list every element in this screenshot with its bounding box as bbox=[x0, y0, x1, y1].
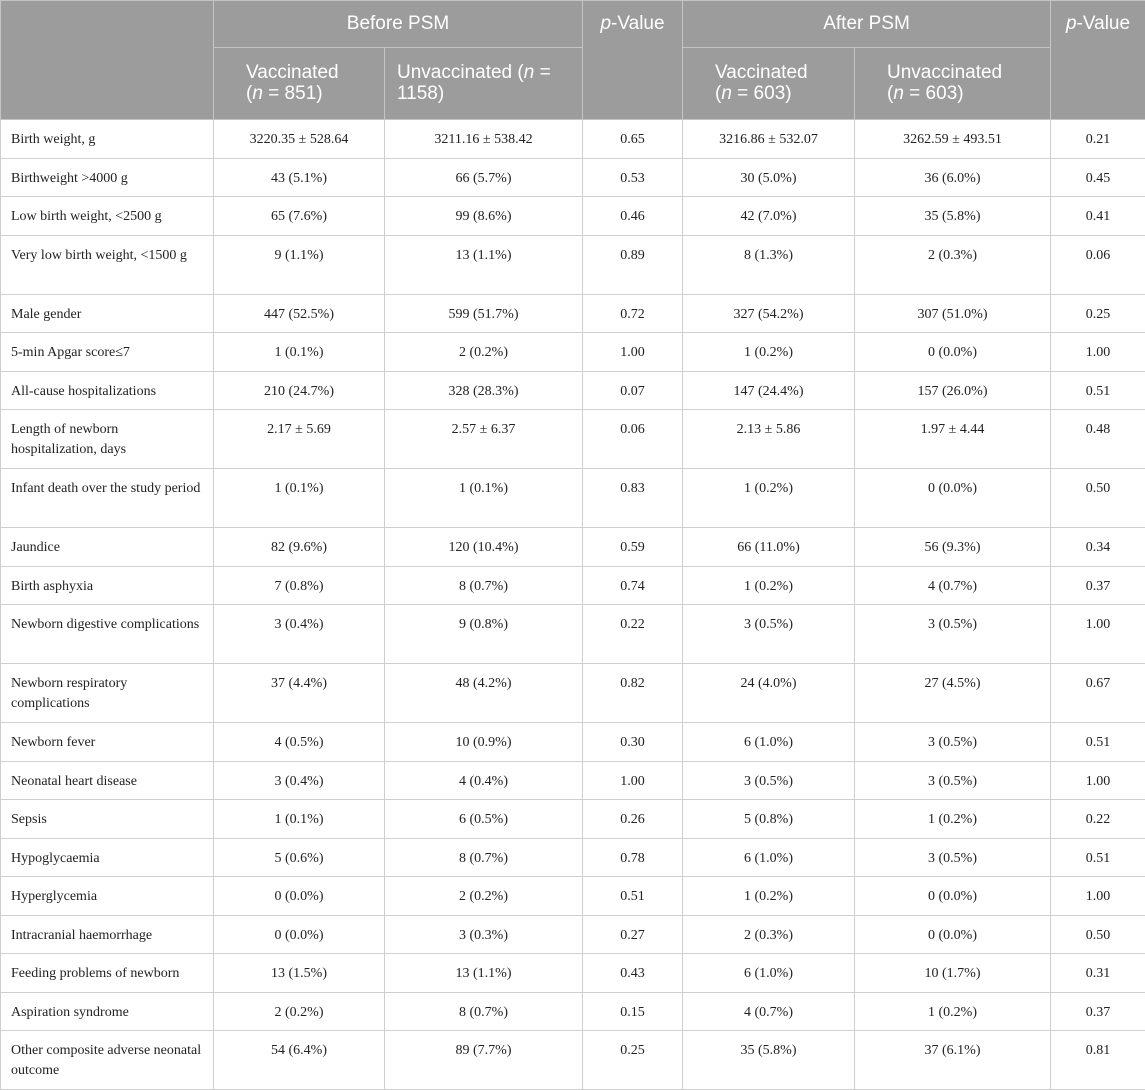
row-label: Aspiration syndrome bbox=[1, 992, 214, 1031]
header-p-value-after bbox=[1051, 1, 1145, 120]
p-value-after-cell: 0.51 bbox=[1051, 723, 1145, 762]
after-unvaccinated-cell: 4 (0.7%) bbox=[855, 566, 1051, 605]
header-label: Vaccinated bbox=[246, 62, 339, 83]
before-vaccinated-cell: 2 (0.2%) bbox=[214, 992, 385, 1031]
before-unvaccinated-cell: 89 (7.7%) bbox=[385, 1031, 583, 1090]
after-unvaccinated-cell: 157 (26.0%) bbox=[855, 371, 1051, 410]
p-value-after-cell: 0.37 bbox=[1051, 566, 1145, 605]
after-vaccinated-cell: 1 (0.2%) bbox=[683, 333, 855, 372]
p-value-before-cell: 0.15 bbox=[583, 992, 683, 1031]
row-label: Hyperglycemia bbox=[1, 877, 214, 916]
row-label: 5-min Apgar score≤7 bbox=[1, 333, 214, 372]
after-vaccinated-cell: 8 (1.3%) bbox=[683, 235, 855, 294]
after-unvaccinated-cell: 307 (51.0%) bbox=[855, 294, 1051, 333]
after-unvaccinated-cell: 56 (9.3%) bbox=[855, 528, 1051, 567]
header-blank-cell bbox=[1, 1, 214, 120]
before-vaccinated-cell: 0 (0.0%) bbox=[214, 915, 385, 954]
header-p-value-before bbox=[583, 1, 683, 120]
p-value-before-cell: 0.30 bbox=[583, 723, 683, 762]
table-row bbox=[1, 761, 1145, 800]
after-vaccinated-cell: 30 (5.0%) bbox=[683, 158, 855, 197]
n-italic: n bbox=[721, 83, 732, 104]
n-italic: n bbox=[893, 83, 904, 104]
header-after-psm: After PSM bbox=[683, 1, 1051, 48]
after-unvaccinated-cell: 3 (0.5%) bbox=[855, 605, 1051, 664]
p-value-after-cell: 0.31 bbox=[1051, 954, 1145, 993]
after-vaccinated-cell: 42 (7.0%) bbox=[683, 197, 855, 236]
before-vaccinated-cell: 5 (0.6%) bbox=[214, 838, 385, 877]
before-vaccinated-cell: 210 (24.7%) bbox=[214, 371, 385, 410]
before-vaccinated-cell: 2.17 ± 5.69 bbox=[214, 410, 385, 469]
p-value-before-cell: 1.00 bbox=[583, 333, 683, 372]
after-unvaccinated-cell: 1.97 ± 4.44 bbox=[855, 410, 1051, 469]
table-row bbox=[1, 605, 1145, 664]
row-label: Birth weight, g bbox=[1, 120, 214, 159]
table-row bbox=[1, 294, 1145, 333]
header-after-vaccinated bbox=[683, 48, 855, 120]
after-vaccinated-cell: 2.13 ± 5.86 bbox=[683, 410, 855, 469]
after-unvaccinated-cell: 35 (5.8%) bbox=[855, 197, 1051, 236]
header-paren: ( bbox=[887, 83, 894, 104]
after-unvaccinated-cell: 0 (0.0%) bbox=[855, 469, 1051, 528]
p-value-before-cell: 0.27 bbox=[583, 915, 683, 954]
n-italic: n bbox=[523, 62, 535, 83]
p-value-before-cell: 0.65 bbox=[583, 120, 683, 159]
p-value-after-cell: 0.21 bbox=[1051, 120, 1145, 159]
row-label: Birthweight >4000 g bbox=[1, 158, 214, 197]
row-label: Birth asphyxia bbox=[1, 566, 214, 605]
after-unvaccinated-cell: 0 (0.0%) bbox=[855, 877, 1051, 916]
p-value-after-cell: 0.45 bbox=[1051, 158, 1145, 197]
before-vaccinated-cell: 4 (0.5%) bbox=[214, 723, 385, 762]
before-unvaccinated-cell: 599 (51.7%) bbox=[385, 294, 583, 333]
row-label: Newborn digestive complications bbox=[1, 605, 214, 664]
row-label: Feeding problems of newborn bbox=[1, 954, 214, 993]
table-row bbox=[1, 158, 1145, 197]
before-unvaccinated-cell: 6 (0.5%) bbox=[385, 800, 583, 839]
after-vaccinated-cell: 4 (0.7%) bbox=[683, 992, 855, 1031]
p-value-before-cell: 0.78 bbox=[583, 838, 683, 877]
p-value-suffix: -Value bbox=[1076, 13, 1131, 34]
before-unvaccinated-cell: 13 (1.1%) bbox=[385, 954, 583, 993]
after-vaccinated-cell: 2 (0.3%) bbox=[683, 915, 855, 954]
table-row bbox=[1, 410, 1145, 469]
p-value-after-cell: 0.22 bbox=[1051, 800, 1145, 839]
before-unvaccinated-cell: 3211.16 ± 538.42 bbox=[385, 120, 583, 159]
p-value-before-cell: 0.07 bbox=[583, 371, 683, 410]
row-label: Other composite adverse neonatal outcome bbox=[1, 1031, 214, 1090]
after-vaccinated-cell: 5 (0.8%) bbox=[683, 800, 855, 839]
header-label: Unvaccinated bbox=[887, 62, 1003, 83]
after-vaccinated-cell: 327 (54.2%) bbox=[683, 294, 855, 333]
before-vaccinated-cell: 37 (4.4%) bbox=[214, 664, 385, 723]
after-vaccinated-cell: 1 (0.2%) bbox=[683, 469, 855, 528]
after-unvaccinated-cell: 0 (0.0%) bbox=[855, 915, 1051, 954]
before-unvaccinated-cell: 8 (0.7%) bbox=[385, 992, 583, 1031]
after-unvaccinated-cell: 27 (4.5%) bbox=[855, 664, 1051, 723]
row-label: Jaundice bbox=[1, 528, 214, 567]
row-label: Male gender bbox=[1, 294, 214, 333]
p-value-after-cell: 1.00 bbox=[1051, 333, 1145, 372]
before-vaccinated-cell: 0 (0.0%) bbox=[214, 877, 385, 916]
before-unvaccinated-cell: 3 (0.3%) bbox=[385, 915, 583, 954]
p-value-after-cell: 0.51 bbox=[1051, 371, 1145, 410]
after-vaccinated-cell: 6 (1.0%) bbox=[683, 838, 855, 877]
after-unvaccinated-cell: 37 (6.1%) bbox=[855, 1031, 1051, 1090]
table-row bbox=[1, 1031, 1145, 1090]
row-label: Newborn fever bbox=[1, 723, 214, 762]
before-vaccinated-cell: 13 (1.5%) bbox=[214, 954, 385, 993]
table-row bbox=[1, 469, 1145, 528]
p-value-after-cell: 0.37 bbox=[1051, 992, 1145, 1031]
after-vaccinated-cell: 24 (4.0%) bbox=[683, 664, 855, 723]
table-row bbox=[1, 120, 1145, 159]
row-label: Very low birth weight, <1500 g bbox=[1, 235, 214, 294]
before-vaccinated-cell: 447 (52.5%) bbox=[214, 294, 385, 333]
header-before-unvaccinated bbox=[385, 48, 583, 120]
p-value-before-cell: 0.43 bbox=[583, 954, 683, 993]
p-value-after-cell: 0.81 bbox=[1051, 1031, 1145, 1090]
p-value-after-cell: 0.51 bbox=[1051, 838, 1145, 877]
before-unvaccinated-cell: 8 (0.7%) bbox=[385, 838, 583, 877]
after-unvaccinated-cell: 10 (1.7%) bbox=[855, 954, 1051, 993]
header-paren: ( bbox=[715, 83, 722, 104]
header-before-psm: Before PSM bbox=[214, 1, 583, 48]
p-value-after-cell: 1.00 bbox=[1051, 761, 1145, 800]
row-label: Hypoglycaemia bbox=[1, 838, 214, 877]
p-value-after-cell: 0.67 bbox=[1051, 664, 1145, 723]
before-unvaccinated-cell: 48 (4.2%) bbox=[385, 664, 583, 723]
p-value-after-cell: 0.34 bbox=[1051, 528, 1145, 567]
p-value-before-cell: 0.25 bbox=[583, 1031, 683, 1090]
before-vaccinated-cell: 65 (7.6%) bbox=[214, 197, 385, 236]
p-value-before-cell: 0.59 bbox=[583, 528, 683, 567]
row-label: Low birth weight, <2500 g bbox=[1, 197, 214, 236]
table-body bbox=[1, 120, 1145, 1090]
p-value-after-cell: 0.48 bbox=[1051, 410, 1145, 469]
row-label: Infant death over the study period bbox=[1, 469, 214, 528]
header-paren: ( bbox=[246, 83, 253, 104]
table-row bbox=[1, 566, 1145, 605]
header-row-groups bbox=[1, 1, 1145, 48]
header-after-unvaccinated bbox=[855, 48, 1051, 120]
after-vaccinated-cell: 35 (5.8%) bbox=[683, 1031, 855, 1090]
header-count: = 851) bbox=[262, 83, 323, 104]
p-value-before-cell: 0.06 bbox=[583, 410, 683, 469]
before-unvaccinated-cell: 328 (28.3%) bbox=[385, 371, 583, 410]
p-value-after-cell: 1.00 bbox=[1051, 877, 1145, 916]
p-value-before-cell: 0.53 bbox=[583, 158, 683, 197]
before-vaccinated-cell: 3 (0.4%) bbox=[214, 605, 385, 664]
p-value-after-cell: 0.41 bbox=[1051, 197, 1145, 236]
p-value-before-cell: 0.22 bbox=[583, 605, 683, 664]
p-value-before-cell: 0.82 bbox=[583, 664, 683, 723]
after-unvaccinated-cell: 3 (0.5%) bbox=[855, 838, 1051, 877]
before-vaccinated-cell: 9 (1.1%) bbox=[214, 235, 385, 294]
row-label: All-cause hospitalizations bbox=[1, 371, 214, 410]
p-value-suffix: -Value bbox=[611, 13, 665, 34]
p-value-before-cell: 0.74 bbox=[583, 566, 683, 605]
before-unvaccinated-cell: 66 (5.7%) bbox=[385, 158, 583, 197]
table-row bbox=[1, 838, 1145, 877]
table-row bbox=[1, 800, 1145, 839]
after-unvaccinated-cell: 1 (0.2%) bbox=[855, 800, 1051, 839]
before-vaccinated-cell: 1 (0.1%) bbox=[214, 800, 385, 839]
after-vaccinated-cell: 3 (0.5%) bbox=[683, 761, 855, 800]
p-value-before-cell: 0.83 bbox=[583, 469, 683, 528]
p-italic: p bbox=[600, 13, 612, 34]
after-vaccinated-cell: 147 (24.4%) bbox=[683, 371, 855, 410]
before-unvaccinated-cell: 2 (0.2%) bbox=[385, 877, 583, 916]
table-row bbox=[1, 954, 1145, 993]
header-count: = 603) bbox=[903, 83, 964, 104]
after-vaccinated-cell: 66 (11.0%) bbox=[683, 528, 855, 567]
table-row bbox=[1, 528, 1145, 567]
row-label: Intracranial haemorrhage bbox=[1, 915, 214, 954]
table-row bbox=[1, 197, 1145, 236]
after-unvaccinated-cell: 36 (6.0%) bbox=[855, 158, 1051, 197]
row-label: Length of newborn hospitalization, days bbox=[1, 410, 214, 469]
after-vaccinated-cell: 1 (0.2%) bbox=[683, 566, 855, 605]
before-unvaccinated-cell: 2 (0.2%) bbox=[385, 333, 583, 372]
before-vaccinated-cell: 3 (0.4%) bbox=[214, 761, 385, 800]
before-unvaccinated-cell: 13 (1.1%) bbox=[385, 235, 583, 294]
before-vaccinated-cell: 3220.35 ± 528.64 bbox=[214, 120, 385, 159]
table-row bbox=[1, 333, 1145, 372]
table-header bbox=[1, 1, 1145, 120]
after-unvaccinated-cell: 3 (0.5%) bbox=[855, 761, 1051, 800]
after-vaccinated-cell: 3 (0.5%) bbox=[683, 605, 855, 664]
header-before-vaccinated bbox=[214, 48, 385, 120]
table-row bbox=[1, 235, 1145, 294]
p-value-before-cell: 0.89 bbox=[583, 235, 683, 294]
header-count: = 603) bbox=[731, 83, 792, 104]
p-value-after-cell: 0.50 bbox=[1051, 915, 1145, 954]
before-unvaccinated-cell: 8 (0.7%) bbox=[385, 566, 583, 605]
before-vaccinated-cell: 43 (5.1%) bbox=[214, 158, 385, 197]
row-label: Sepsis bbox=[1, 800, 214, 839]
table-row bbox=[1, 664, 1145, 723]
table-row bbox=[1, 877, 1145, 916]
before-unvaccinated-cell: 99 (8.6%) bbox=[385, 197, 583, 236]
before-vaccinated-cell: 82 (9.6%) bbox=[214, 528, 385, 567]
before-unvaccinated-cell: 10 (0.9%) bbox=[385, 723, 583, 762]
row-label: Neonatal heart disease bbox=[1, 761, 214, 800]
before-unvaccinated-cell: 9 (0.8%) bbox=[385, 605, 583, 664]
before-unvaccinated-cell: 1 (0.1%) bbox=[385, 469, 583, 528]
before-unvaccinated-cell: 2.57 ± 6.37 bbox=[385, 410, 583, 469]
p-value-after-cell: 0.50 bbox=[1051, 469, 1145, 528]
after-unvaccinated-cell: 0 (0.0%) bbox=[855, 333, 1051, 372]
before-vaccinated-cell: 1 (0.1%) bbox=[214, 333, 385, 372]
p-value-before-cell: 0.46 bbox=[583, 197, 683, 236]
table-row bbox=[1, 723, 1145, 762]
after-unvaccinated-cell: 3 (0.5%) bbox=[855, 723, 1051, 762]
header-count: = 1158) bbox=[397, 62, 551, 104]
after-unvaccinated-cell: 1 (0.2%) bbox=[855, 992, 1051, 1031]
before-unvaccinated-cell: 120 (10.4%) bbox=[385, 528, 583, 567]
before-vaccinated-cell: 54 (6.4%) bbox=[214, 1031, 385, 1090]
p-value-before-cell: 0.26 bbox=[583, 800, 683, 839]
after-vaccinated-cell: 6 (1.0%) bbox=[683, 954, 855, 993]
after-vaccinated-cell: 6 (1.0%) bbox=[683, 723, 855, 762]
p-value-before-cell: 0.51 bbox=[583, 877, 683, 916]
before-unvaccinated-cell: 4 (0.4%) bbox=[385, 761, 583, 800]
after-unvaccinated-cell: 2 (0.3%) bbox=[855, 235, 1051, 294]
table-row bbox=[1, 371, 1145, 410]
p-italic: p bbox=[1065, 13, 1077, 34]
before-vaccinated-cell: 1 (0.1%) bbox=[214, 469, 385, 528]
after-vaccinated-cell: 1 (0.2%) bbox=[683, 877, 855, 916]
header-label: Unvaccinated ( bbox=[397, 62, 524, 83]
table-row bbox=[1, 915, 1145, 954]
p-value-after-cell: 0.06 bbox=[1051, 235, 1145, 294]
table-row bbox=[1, 992, 1145, 1031]
p-value-after-cell: 0.25 bbox=[1051, 294, 1145, 333]
row-label: Newborn respiratory complications bbox=[1, 664, 214, 723]
p-value-before-cell: 0.72 bbox=[583, 294, 683, 333]
p-value-before-cell: 1.00 bbox=[583, 761, 683, 800]
after-unvaccinated-cell: 3262.59 ± 493.51 bbox=[855, 120, 1051, 159]
n-italic: n bbox=[252, 83, 263, 104]
after-vaccinated-cell: 3216.86 ± 532.07 bbox=[683, 120, 855, 159]
before-vaccinated-cell: 7 (0.8%) bbox=[214, 566, 385, 605]
p-value-after-cell: 1.00 bbox=[1051, 605, 1145, 664]
header-label: Vaccinated bbox=[715, 62, 808, 83]
